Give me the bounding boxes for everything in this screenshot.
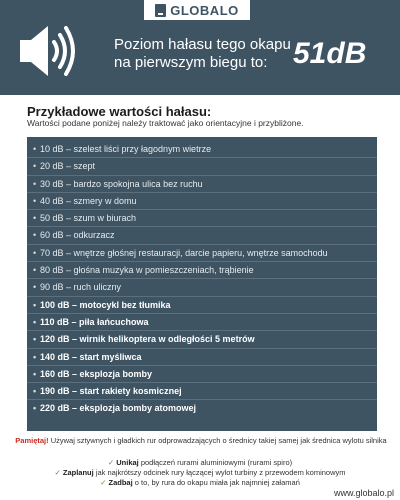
bullet-icon: • — [33, 334, 37, 345]
bullet-icon: • — [33, 213, 37, 224]
bullet-icon: • — [33, 265, 37, 276]
noise-level-item — [27, 141, 377, 158]
bullet-icon: • — [33, 247, 37, 258]
noise-level-text: 190 dB – start rakiety kosmicznej — [40, 386, 182, 397]
noise-level-text: 140 dB – start myśliwca — [40, 351, 142, 362]
noise-level-item — [27, 279, 377, 296]
bullet-icon: • — [33, 144, 37, 154]
footer-url[interactable]: www.globalo.pl — [333, 488, 394, 498]
bullet-icon: • — [33, 195, 37, 206]
noise-level-text: 10 dB – szelest liści przy łagodnym wietrze — [40, 144, 212, 154]
noise-level-item — [27, 210, 377, 227]
tip-item — [0, 468, 400, 478]
speaker-volume-icon — [18, 20, 80, 82]
tip-text: o to, by rura do okapu miała jak najmniej załamań — [132, 478, 300, 487]
globalo-logo-icon — [155, 4, 166, 17]
bullet-icon: • — [33, 230, 37, 241]
section-subtitle: Wartości podane poniżej należy traktować jako orientacyjne i przybliżone. — [27, 118, 304, 128]
noise-levels-list — [27, 137, 377, 418]
tip-text: jak najkrótszy odcinek rury łączącej wylot turbiny z przewodem kominowym — [93, 468, 346, 477]
noise-level-item — [27, 176, 377, 193]
checkmark-icon: ✓ — [100, 478, 107, 487]
tip-keyword: Zaplanuj — [62, 468, 94, 477]
bullet-icon: • — [33, 161, 37, 172]
tip-item — [0, 478, 400, 488]
tip-keyword: Unikaj — [116, 458, 139, 467]
noise-level-item — [27, 158, 377, 175]
noise-level-item — [27, 227, 377, 244]
noise-level-text: 60 dB – odkurzacz — [40, 230, 115, 241]
brand-logo — [144, 0, 250, 20]
noise-level-item — [27, 366, 377, 383]
noise-level-text: 80 dB – głośna muzyka w pomieszczeniach, trąbienie — [40, 265, 254, 276]
noise-level-item — [27, 314, 377, 331]
noise-level-item — [27, 193, 377, 210]
noise-caption-line-1: Poziom hałasu tego okapu — [114, 36, 291, 53]
noise-level-item — [27, 331, 377, 348]
bullet-icon: • — [33, 178, 37, 189]
bullet-icon: • — [33, 351, 37, 362]
noise-level-item — [27, 383, 377, 400]
noise-level-text: 50 dB – szum w biurach — [40, 213, 137, 224]
noise-level-text: 220 dB – eksplozja bomby atomowej — [40, 403, 197, 414]
noise-level-item — [27, 297, 377, 314]
bullet-icon: • — [33, 299, 37, 310]
noise-level-text: 30 dB – bardzo spokojna ulica bez ruchu — [40, 178, 203, 189]
warning-text: Używaj sztywnych i gładkich rur odprowadzających o średnicy takiej samej jak średnica wylotu silnika — [48, 436, 387, 445]
section-title: Przykładowe wartości hałasu: — [27, 104, 212, 119]
noise-levels-panel — [27, 137, 377, 431]
noise-level-value: 51dB — [293, 37, 367, 70]
noise-level-item — [27, 400, 377, 417]
bullet-icon: • — [33, 282, 37, 293]
checkmark-icon: ✓ — [54, 468, 61, 477]
tip-keyword: Zadbaj — [108, 478, 133, 487]
noise-level-text: 120 dB – wirnik helikoptera w odległości 5 metrów — [40, 334, 255, 345]
noise-level-item — [27, 349, 377, 366]
checkmark-icon: ✓ — [107, 458, 115, 467]
noise-level-text: 110 dB – piła łańcuchowa — [40, 316, 149, 327]
bullet-icon: • — [33, 368, 37, 379]
brand-name: GLOBALO — [170, 2, 239, 18]
noise-level-text: 40 dB – szmery w domu — [40, 195, 137, 206]
noise-caption-line-2: na pierwszym biegu to: — [114, 54, 268, 71]
warning-note — [6, 436, 396, 446]
noise-level-text: 160 dB – eksplozja bomby — [40, 368, 153, 379]
tip-text: podłączeń rurami aluminiowymi (rurami spiro) — [138, 458, 293, 467]
noise-level-text: 70 dB – wnętrze głośnej restauracji, darcie papieru, wnętrze samochodu — [40, 247, 328, 258]
noise-level-text: 90 dB – ruch uliczny — [40, 282, 122, 293]
noise-level-text: 100 dB – motocykl bez tłumika — [40, 299, 171, 310]
bullet-icon: • — [33, 316, 37, 327]
noise-level-item — [27, 262, 377, 279]
noise-level-item — [27, 245, 377, 262]
tip-item — [0, 458, 400, 468]
bullet-icon: • — [33, 386, 37, 397]
bullet-icon: • — [33, 403, 37, 414]
warning-label: Pamiętaj! — [15, 436, 49, 445]
noise-level-text: 20 dB – szept — [40, 161, 96, 172]
header-banner — [0, 0, 400, 95]
